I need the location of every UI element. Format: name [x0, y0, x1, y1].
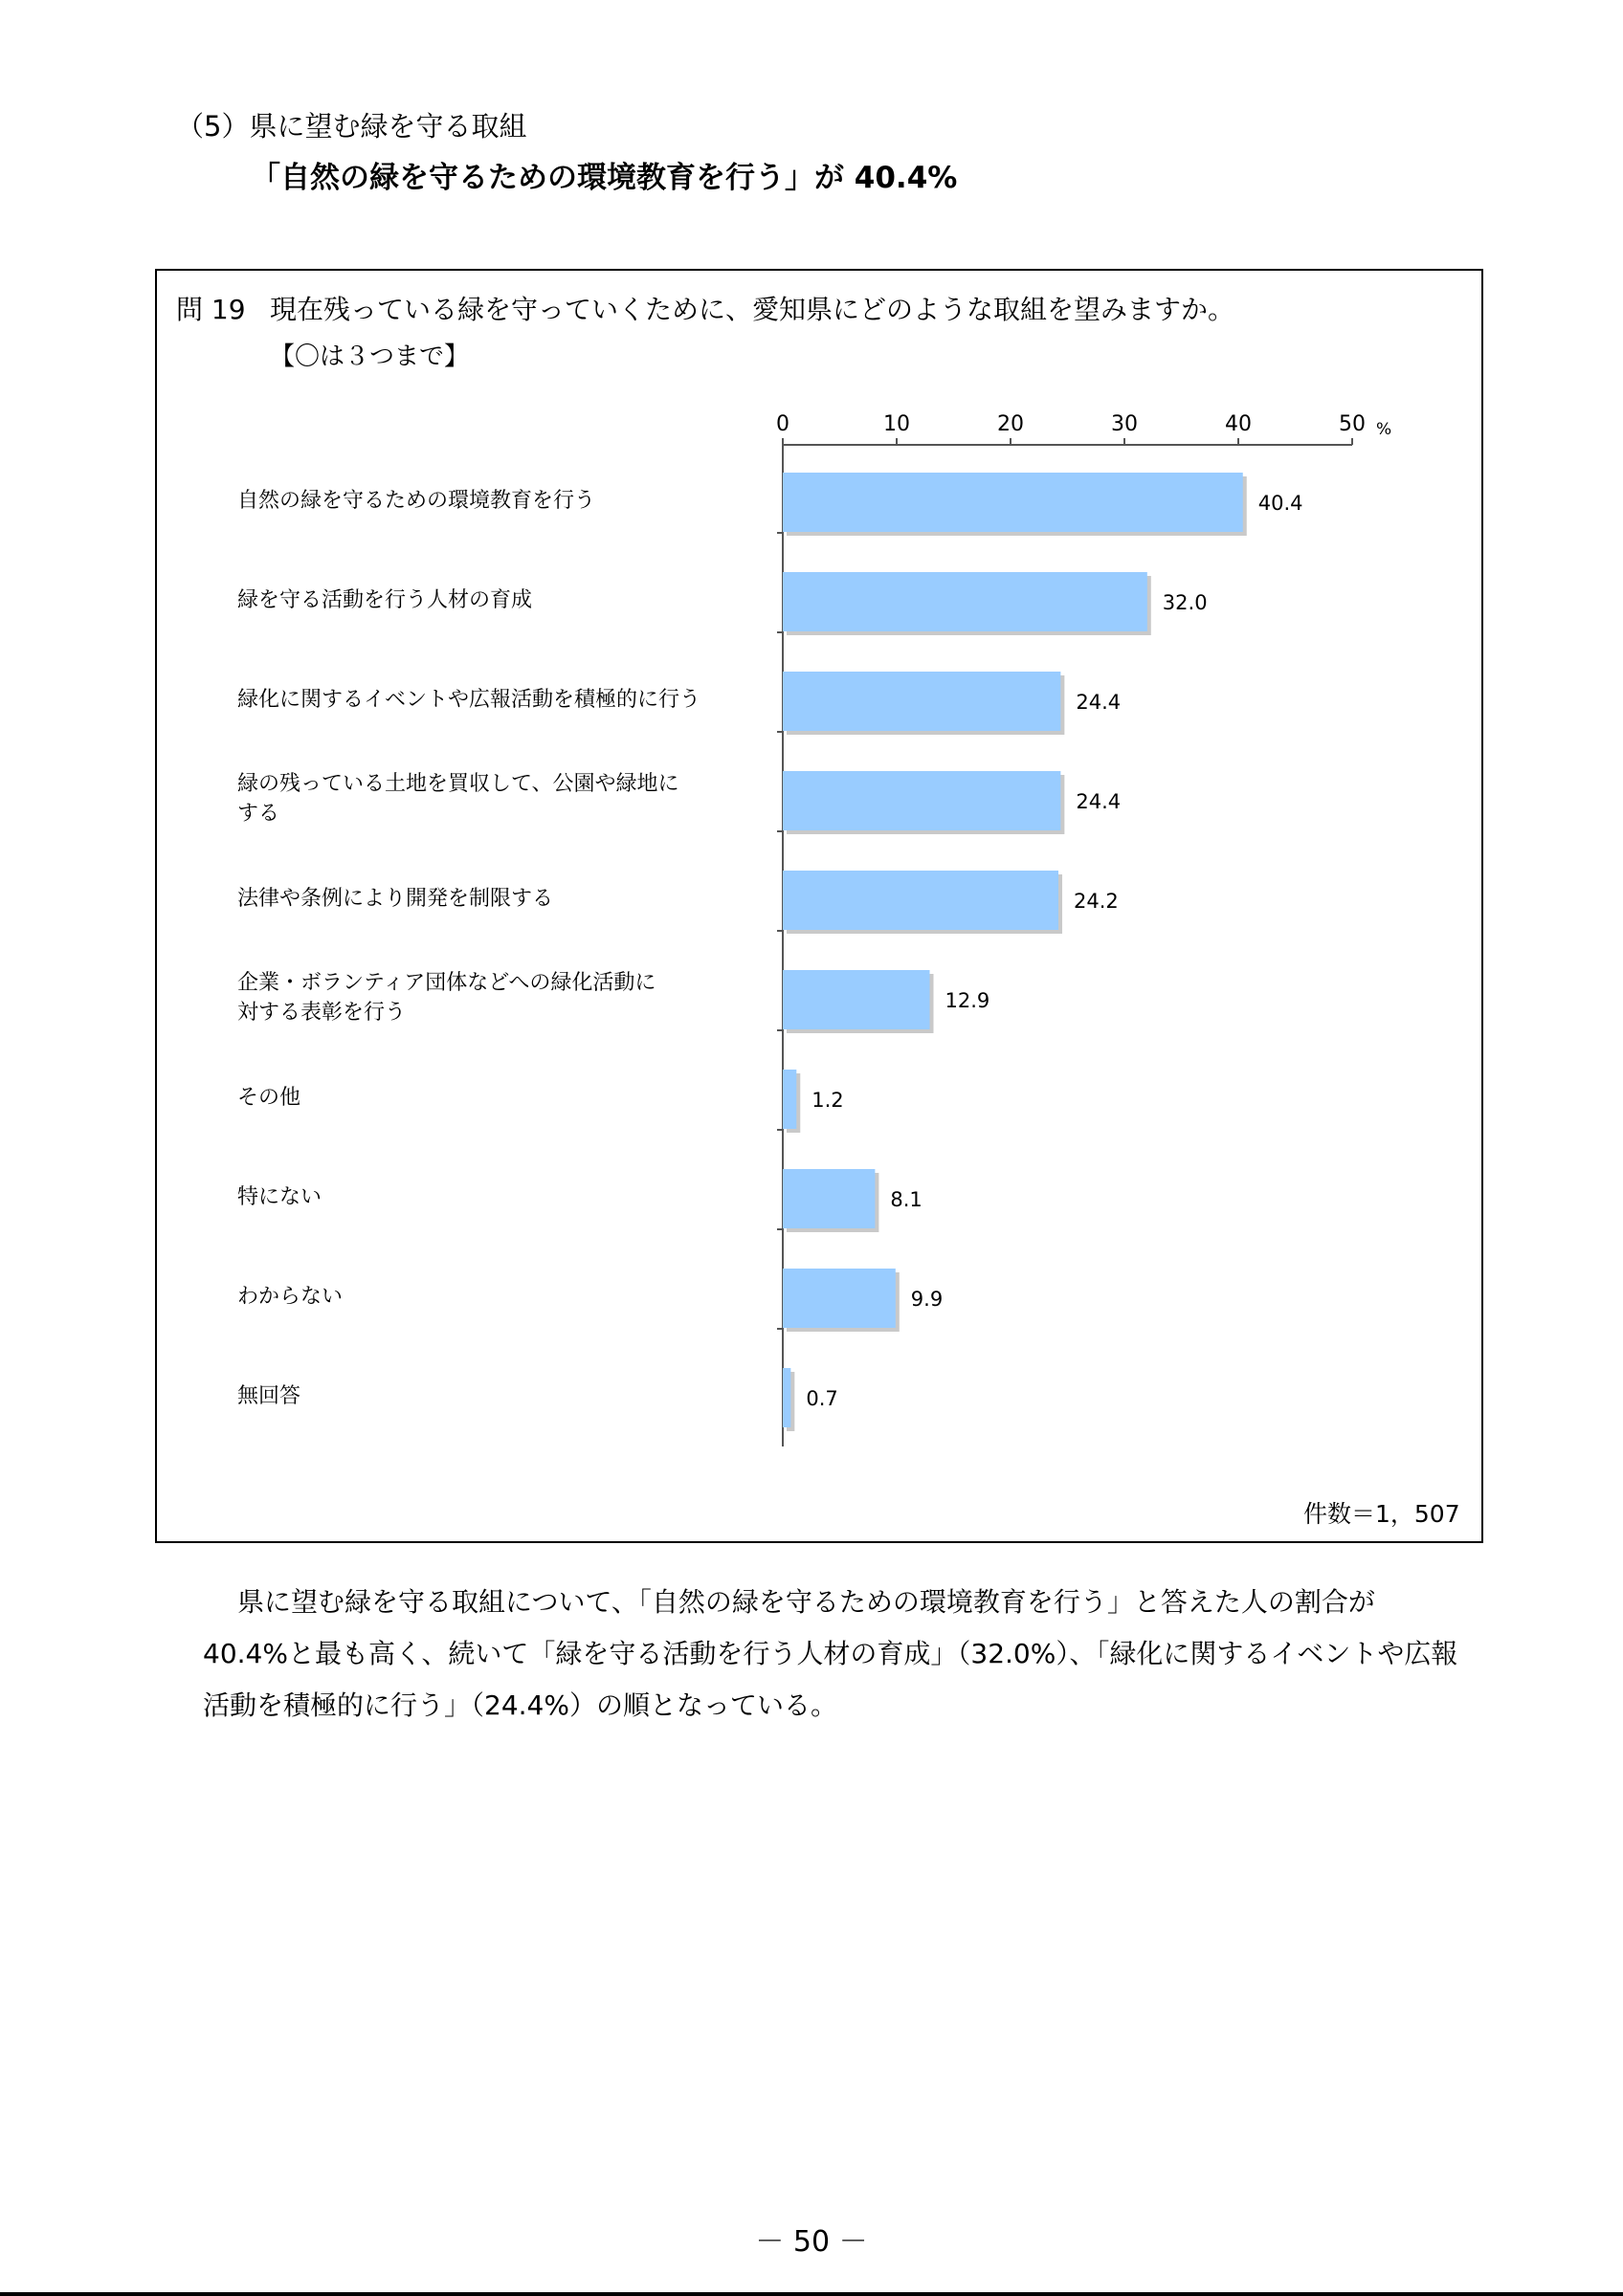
- bar-value-label: 32.0: [1162, 591, 1208, 614]
- category-label: 特にない: [237, 1184, 322, 1209]
- question-note: 【〇は３つまで】: [270, 342, 470, 371]
- category-label: わからない: [237, 1284, 344, 1309]
- x-tick-label: 30: [1111, 412, 1138, 436]
- bar: [783, 1070, 796, 1129]
- bar: [783, 1368, 790, 1427]
- question-number: 問 19: [176, 294, 246, 325]
- category-label: 企業・ボランティア団体などへの緑化活動に 対する表彰を行う: [237, 971, 656, 1025]
- bar: [783, 771, 1060, 830]
- page-number: － 50 －: [755, 2225, 868, 2259]
- category-label: 緑の残っている土地を買収して、公園や緑地に する: [237, 772, 679, 826]
- sample-count: 件数＝1，507: [1303, 1500, 1460, 1528]
- bar-value-label: 24.4: [1076, 790, 1122, 813]
- category-label: 自然の緑を守るための環境教育を行う: [237, 488, 596, 513]
- bar: [783, 970, 930, 1029]
- bar: [783, 1269, 896, 1328]
- bar-value-label: 0.7: [806, 1387, 838, 1410]
- bar-value-label: 24.4: [1076, 691, 1122, 714]
- category-label: 法律や条例により開発を制限する: [237, 886, 554, 911]
- x-tick-label: 40: [1225, 412, 1252, 436]
- category-label: 無回答: [237, 1383, 301, 1408]
- question-text: 現在残っている緑を守っていくために、愛知県にどのような取組を望みますか。: [270, 294, 1235, 325]
- bar-value-label: 1.2: [812, 1089, 844, 1112]
- bar: [783, 473, 1243, 532]
- x-unit-label: %: [1376, 420, 1392, 439]
- bottom-rule: [0, 2292, 1623, 2296]
- bar-value-label: 9.9: [910, 1288, 944, 1311]
- x-tick-label: 10: [883, 412, 910, 436]
- x-tick-label: 20: [997, 412, 1024, 436]
- bar: [783, 572, 1147, 631]
- bar: [783, 672, 1060, 731]
- x-tick-label: 50: [1339, 412, 1366, 436]
- section-summary: 「自然の緑を守るための環境教育を行う」が 40.4%: [251, 161, 958, 195]
- category-label: 緑化に関するイベントや広報活動を積極的に行う: [237, 687, 701, 712]
- bar-value-label: 12.9: [945, 989, 990, 1012]
- body-text: 県に望む緑を守る取組について、「自然の緑を守るための環境教育を行う」と答えた人の割合が 40.4%と最も高く、続いて「緑を守る活動を行う人材の育成」（32.0%）、「緑化に関するイベントや広報活動を積極的に行う」（24.4%）の順となっている。: [203, 1586, 1458, 1721]
- bar-value-label: 24.2: [1073, 890, 1119, 913]
- bar-value-label: 40.4: [1257, 492, 1303, 515]
- category-label: 緑を守る活動を行う人材の育成: [237, 587, 533, 612]
- bar: [783, 1169, 875, 1228]
- bar-value-label: 8.1: [890, 1188, 923, 1211]
- section-heading: （5）県に望む緑を守る取組: [176, 110, 527, 143]
- category-label: その他: [237, 1085, 301, 1110]
- x-tick-label: 0: [776, 412, 789, 436]
- bar: [783, 871, 1058, 930]
